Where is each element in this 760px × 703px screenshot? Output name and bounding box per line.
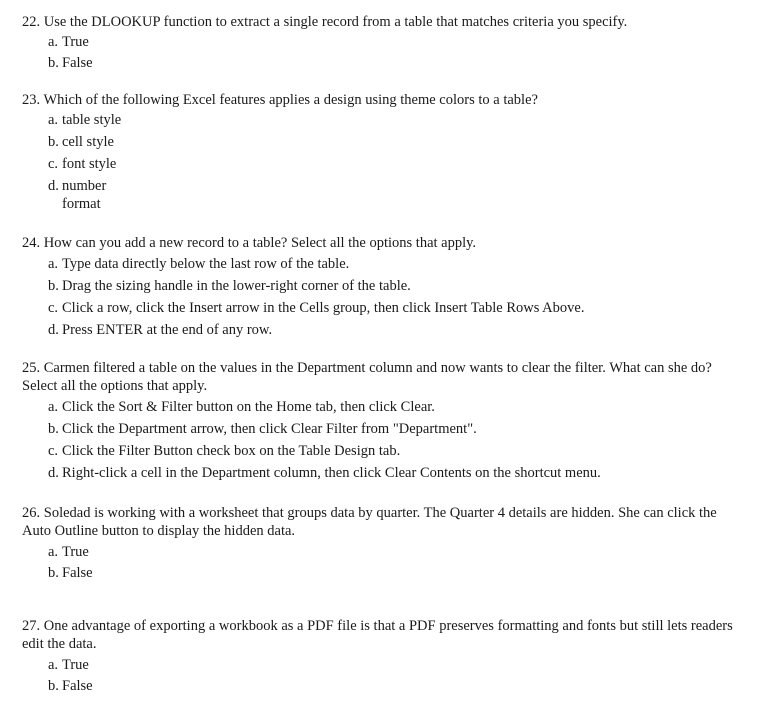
option-letter: c. — [48, 443, 59, 459]
option-a — [48, 656, 738, 674]
option-c — [48, 442, 738, 460]
option-text: Right-click a cell in the Department column, then click Clear Contents on the shortcut menu. — [62, 465, 601, 481]
question-22 — [22, 13, 738, 72]
option-d — [48, 464, 738, 482]
option-text: Drag the sizing handle in the lower-right corner of the table. — [62, 278, 411, 294]
option-text: True — [62, 657, 89, 673]
option-text: font style — [62, 156, 117, 172]
option-text: Click a row, click the Insert arrow in the Cells group, then click Insert Table Rows Above. — [62, 300, 585, 316]
question-23 — [22, 91, 738, 213]
option-c — [48, 155, 738, 173]
option-b — [48, 677, 738, 695]
option-letter: c. — [48, 300, 59, 316]
option-b — [48, 564, 738, 582]
option-b — [48, 277, 738, 295]
option-text: Type data directly below the last row of the table. — [62, 256, 350, 272]
option-b — [48, 133, 738, 151]
question-stem: 24. How can you add a new record to a table? Select all the options that apply. — [22, 235, 477, 251]
question-stem: 22. Use the DLOOKUP function to extract a single record from a table that matches criteria you specify. — [22, 14, 628, 30]
option-c — [48, 299, 738, 317]
question-stem: 26. Soledad is working with a worksheet that groups data by quarter. The Quarter 4 details are hidden. She can click the Auto Outline button to display the hidden data. — [22, 505, 717, 539]
option-text: False — [62, 565, 93, 581]
option-a — [48, 543, 738, 561]
option-letter: c. — [48, 156, 59, 172]
question-25 — [22, 359, 738, 482]
option-text: Click the Sort & Filter button on the Home tab, then click Clear. — [62, 399, 435, 415]
option-letter: a. — [48, 657, 59, 673]
option-text: table style — [62, 112, 122, 128]
option-a — [48, 111, 738, 129]
question-stem: 25. Carmen filtered a table on the values in the Department column and now wants to clear the filter. What can she do? Select all the options that apply. — [22, 360, 712, 394]
option-text: Click the Filter Button check box on the Table Design tab. — [62, 443, 401, 459]
option-text: cell style — [62, 134, 114, 150]
option-b — [48, 420, 738, 438]
option-b — [48, 54, 738, 72]
option-text: True — [62, 544, 89, 560]
option-letter: b. — [48, 278, 59, 294]
option-text: number format — [62, 178, 107, 212]
option-letter: b. — [48, 421, 59, 437]
question-24 — [22, 234, 738, 339]
question-stem: 27. One advantage of exporting a workbook as a PDF file is that a PDF preserves formatting and fonts but still lets readers edit the data. — [22, 618, 733, 652]
option-letter: d. — [48, 322, 59, 338]
option-letter: a. — [48, 399, 59, 415]
option-letter: b. — [48, 678, 59, 694]
option-d — [48, 177, 738, 213]
option-letter: d. — [48, 178, 59, 194]
option-a — [48, 398, 738, 416]
option-text: Press ENTER at the end of any row. — [62, 322, 273, 338]
question-26 — [22, 504, 738, 582]
option-letter: b. — [48, 565, 59, 581]
question-27 — [22, 617, 738, 695]
option-letter: a. — [48, 112, 59, 128]
option-a — [48, 255, 738, 273]
option-text: Click the Department arrow, then click Clear Filter from "Department". — [62, 421, 477, 437]
question-stem: 23. Which of the following Excel features applies a design using theme colors to a table? — [22, 92, 538, 108]
option-text: False — [62, 55, 93, 71]
option-letter: a. — [48, 256, 59, 272]
option-text: False — [62, 678, 93, 694]
option-text: True — [62, 34, 89, 50]
option-letter: a. — [48, 34, 59, 50]
option-d — [48, 321, 738, 339]
option-letter: b. — [48, 55, 59, 71]
option-letter: d. — [48, 465, 59, 481]
option-letter: b. — [48, 134, 59, 150]
option-letter: a. — [48, 544, 59, 560]
option-a — [48, 33, 738, 51]
